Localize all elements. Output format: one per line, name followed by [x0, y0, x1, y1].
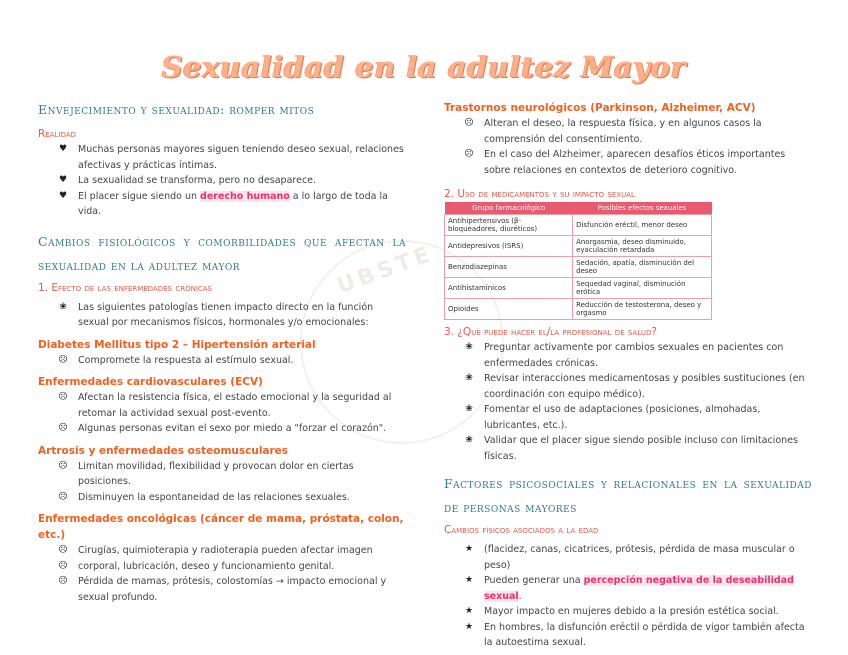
- smiley-icon: ☹: [464, 149, 474, 159]
- table-cell: Benzodiazepinas: [445, 257, 573, 278]
- diabetes-list: [38, 353, 406, 369]
- subheading-cronicas: 1. Efecto de las enfermedades crónicas: [38, 281, 212, 294]
- list-item: ❀ Revisar interacciones medicamentosas y posibles sustituciones (en coordinación con equipo médico).: [444, 371, 812, 402]
- watermark-text: UBSTE: [333, 241, 437, 300]
- smiley-icon: ☹: [58, 392, 68, 402]
- list-item: ☹ corporal, lubricación, deseo y funcionamiento genital.: [38, 559, 406, 575]
- heading-diabetes: Diabetes Mellitus tipo 2 – Hipertensión arterial: [38, 338, 316, 351]
- flower-icon: ❀: [59, 301, 67, 312]
- highlight-derecho: derecho humano: [200, 190, 290, 202]
- left-column: [38, 100, 406, 605]
- highlight-percepcion: percepción negativa de la deseabilidad sexual: [484, 575, 794, 602]
- onco-list: [38, 543, 406, 605]
- star-icon: ★: [464, 575, 474, 585]
- smiley-icon: ☹: [58, 545, 68, 555]
- list-item: ❀ Preguntar activamente por cambios sexuales en pacientes con enfermedades crónicas.: [444, 340, 812, 371]
- heading-onco: Enfermedades oncológicas (cáncer de mama, próstata, colon, etc.): [38, 513, 404, 541]
- table-cell: Reducción de testosterona, deseo y orgasmo: [573, 299, 712, 320]
- list-item: ❀ Las siguientes patologías tienen impacto directo en la función sexual por mecanismos físicos, hormonales y/o emocionales:: [38, 300, 406, 331]
- table-row: [445, 278, 712, 299]
- list-item: ☹ En el caso del Alzheimer, aparecen desafíos éticos importantes sobre relaciones en contextos de deterioro cognitivo.: [444, 147, 812, 178]
- list-item: ☹ Compromete la respuesta al estímulo sexual.: [38, 353, 406, 369]
- list-item: ♥ Muchas personas mayores siguen teniendo deseo sexual, relaciones afectivas y prácticas íntimas.: [38, 142, 406, 173]
- subheading-medicamentos: 2. Uso de medicamentos y su impacto sexual: [444, 188, 635, 200]
- table-cell: Opioides: [445, 299, 573, 320]
- cronicas-list: [38, 300, 406, 331]
- cambios-list: [444, 542, 812, 651]
- list-item: ❀ Fomentar el uso de adaptaciones (posiciones, almohadas, lubricantes, etc.).: [444, 402, 812, 433]
- table-cell: Antihistamínicos: [445, 278, 573, 299]
- heading-cardio: Enfermedades cardiovasculares (ECV): [38, 376, 263, 388]
- list-item: ♥ El placer sigue siendo un derecho humano a lo largo de toda la vida.: [38, 189, 406, 220]
- list-item: ☹ Algunas personas evitan el sexo por miedo a "forzar el corazón".: [38, 421, 406, 437]
- cambios-label: Cambios físicos asociados a la edad: [444, 524, 599, 536]
- heart-icon: ♥: [58, 190, 68, 201]
- neuro-list: [444, 116, 812, 178]
- section-heading-myths: Envejecimiento y sexualidad: romper mitos: [38, 102, 315, 117]
- profesional-list: [444, 340, 812, 464]
- table-cell: Disfunción eréctil, menor deseo: [573, 215, 712, 236]
- page-title: Sexualidad en la adultez Mayor: [161, 50, 687, 84]
- smiley-icon: ☹: [58, 423, 68, 433]
- table-cell: Antidepresivos (ISRS): [445, 236, 573, 257]
- star-icon: ★: [464, 606, 474, 616]
- heart-icon: ♥: [58, 175, 68, 185]
- flower-icon: ❀: [465, 373, 473, 383]
- heart-icon: ♥: [58, 144, 68, 154]
- table-row: [445, 215, 712, 236]
- flower-icon: ❀: [465, 435, 473, 445]
- list-item: ★ Pueden generar una percepción negativa de la deseabilidad sexual.: [444, 573, 812, 604]
- table-row: [445, 236, 712, 257]
- list-item: ☹ Disminuyen la espontaneidad de las relaciones sexuales.: [38, 490, 406, 506]
- flower-icon: ❀: [465, 404, 473, 414]
- list-item: ☹ Limitan movilidad, flexibilidad y provocan dolor en ciertas posiciones.: [38, 459, 406, 490]
- table-cell: Antihipertensivos (β-bloqueadores, diuréticos): [445, 215, 573, 236]
- smiley-icon: ☹: [58, 354, 68, 365]
- smiley-icon: ☹: [464, 118, 474, 128]
- table-row: [445, 257, 712, 278]
- smiley-icon: ☹: [58, 576, 68, 586]
- star-icon: ★: [464, 544, 474, 554]
- medication-table: [444, 202, 712, 320]
- list-item: ☹ Afectan la resistencia física, el estado emocional y la seguridad al retomar la actividad sexual post-evento.: [38, 390, 406, 421]
- smiley-icon: ☹: [58, 460, 68, 471]
- section-heading-cambios: Cambios fisiológicos y comorbilidades que afectan la sexualidad en la adultez mayor: [38, 233, 406, 273]
- table-header: Posibles efectos sexuales: [573, 202, 712, 215]
- realidad-label: Realidad: [38, 128, 76, 140]
- list-item: ☹ Cirugías, quimioterapia y radioterapia pueden afectar imagen: [38, 543, 406, 559]
- artrosis-list: [38, 459, 406, 506]
- heading-neuro: Trastornos neurológicos (Parkinson, Alzheimer, ACV): [444, 102, 756, 114]
- list-item: ★ (flacidez, canas, cicatrices, prótesis, pérdida de masa muscular o peso): [444, 542, 812, 573]
- cardio-list: [38, 390, 406, 437]
- flower-icon: ❀: [465, 342, 473, 352]
- table-header: Grupo farmacológico: [445, 202, 573, 215]
- list-item: ☹ Pérdida de mamas, prótesis, colostomías → impacto emocional y sexual profundo.: [38, 574, 406, 605]
- table-row: [445, 299, 712, 320]
- smiley-icon: ☹: [58, 560, 68, 571]
- smiley-icon: ☹: [58, 491, 68, 502]
- list-item: ★ Mayor impacto en mujeres debido a la presión estética social.: [444, 604, 812, 620]
- list-item: ♥ La sexualidad se transforma, pero no desaparece.: [38, 173, 406, 189]
- table-cell: Anorgasmia, deseo disminuido, eyaculación retardada: [573, 236, 712, 257]
- right-column: [444, 100, 812, 651]
- section-heading-psicosociales: Factores psicosociales y relacionales en la sexualidad de personas mayores: [444, 476, 812, 515]
- list-item: ★ En hombres, la disfunción eréctil o pérdida de vigor también afecta la autoestima sexual.: [444, 620, 812, 651]
- table-cell: Sequedad vaginal, disminución erótica: [573, 278, 712, 299]
- table-cell: Sedación, apatía, disminución del deseo: [573, 257, 712, 278]
- subheading-profesional: 3. ¿Qué puede hacer el/la profesional de salud?: [444, 326, 657, 338]
- heading-artrosis: Artrosis y enfermedades osteomusculares: [38, 444, 289, 457]
- realidad-list: [38, 142, 406, 220]
- list-item: ❀ Validar que el placer sigue siendo posible incluso con limitaciones físicas.: [444, 433, 812, 464]
- star-icon: ★: [464, 621, 474, 632]
- list-item: ☹ Alteran el deseo, la respuesta física, y en algunos casos la comprensión del consentimiento.: [444, 116, 812, 147]
